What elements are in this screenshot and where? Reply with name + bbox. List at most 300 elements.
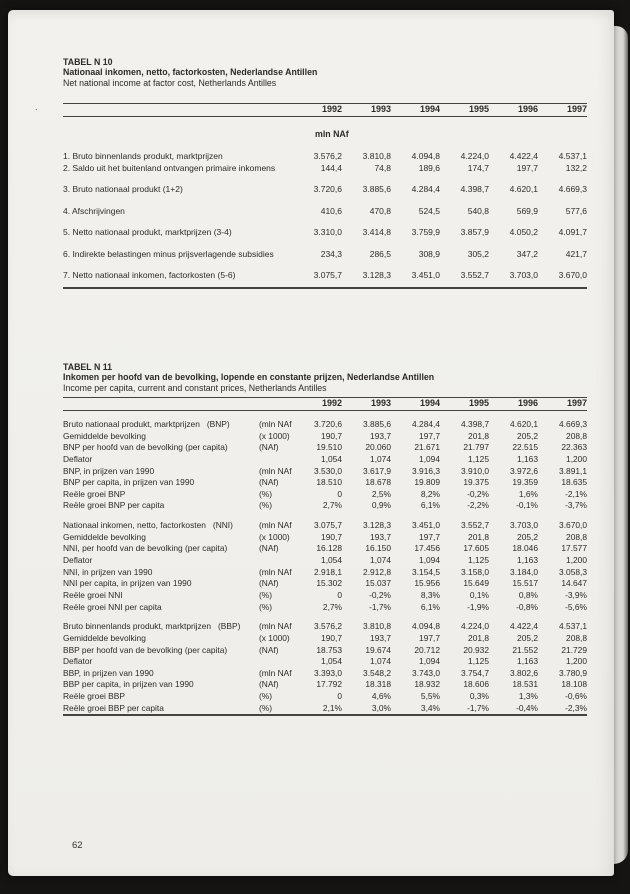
value-cell: 6,1% xyxy=(420,500,440,511)
value-cell: 18.318 xyxy=(365,679,391,690)
value-cell: 1,163 xyxy=(517,656,538,667)
page-number: 62 xyxy=(72,840,83,851)
row-unit: (mln NAf xyxy=(259,520,292,531)
value-cell: -2,2% xyxy=(467,500,489,511)
value-cell: -0,2% xyxy=(467,488,489,499)
row-unit: (mln NAf xyxy=(259,419,292,429)
value-cell: -0,4% xyxy=(516,702,538,713)
value-cell: 3.910,0 xyxy=(461,465,489,476)
year-header: 1995 xyxy=(468,397,489,408)
value-cell: 3.158,0 xyxy=(461,566,489,577)
value-cell: 3.184,0 xyxy=(510,566,538,577)
row-unit: (mln NAf xyxy=(259,667,292,678)
value-cell: 3.548,2 xyxy=(363,667,391,678)
row-unit: (mln NAf xyxy=(259,566,292,577)
row-unit: (x 1000) xyxy=(259,531,290,542)
value-cell: 4.398,7 xyxy=(460,184,489,194)
document-page xyxy=(8,10,614,876)
value-cell: 4.620,1 xyxy=(509,184,538,194)
value-cell: 3.451,0 xyxy=(411,270,440,280)
value-cell: 17.577 xyxy=(561,543,587,554)
table-row xyxy=(63,543,587,555)
table-row xyxy=(63,668,587,680)
value-cell: 3.857,9 xyxy=(460,227,489,237)
value-cell: 208,8 xyxy=(566,632,587,643)
value-cell: 16.150 xyxy=(365,543,391,554)
year-header: 1994 xyxy=(419,103,440,114)
value-cell: -0,1% xyxy=(516,500,538,511)
table-row xyxy=(63,466,587,478)
year-header-row xyxy=(63,397,587,410)
table-n11-title-dutch: Inkomen per hoofd van de bevolking, lopende en constante prijzen, Nederlandse Antillen xyxy=(63,372,435,382)
table-row xyxy=(63,590,587,602)
value-cell: 74,8 xyxy=(374,162,391,173)
value-cell: 21.729 xyxy=(561,644,587,655)
value-cell: 1,054 xyxy=(321,555,342,566)
row-label: Bruto nationaal produkt, marktprijzen (BNP) xyxy=(63,419,230,429)
value-cell: 17.792 xyxy=(316,679,342,690)
value-cell: 197,7 xyxy=(419,430,440,441)
value-cell: 1,074 xyxy=(370,656,391,667)
value-cell: 234,3 xyxy=(320,248,342,259)
year-header: 1995 xyxy=(468,103,489,114)
table-row xyxy=(63,477,587,489)
value-cell: 19.375 xyxy=(463,477,489,488)
row-unit: (%) xyxy=(259,702,273,713)
value-cell: 14.647 xyxy=(561,578,587,589)
value-cell: 4.094,8 xyxy=(411,150,440,161)
value-cell: 4.422,4 xyxy=(509,150,538,161)
row-label: 2. Saldo uit het buitenland ontvangen primaire inkomens xyxy=(63,162,276,173)
value-cell: 0 xyxy=(337,488,342,499)
value-cell: 1,125 xyxy=(468,453,489,464)
value-cell: 18.046 xyxy=(512,543,538,554)
value-cell: 4.620,1 xyxy=(510,419,538,429)
row-label: Reële groei BNP per capita xyxy=(63,500,165,511)
value-cell: 4,6% xyxy=(371,691,391,702)
value-cell: 1,200 xyxy=(566,656,587,667)
row-label: Bruto binnenlands produkt, marktprijzen (BBP) xyxy=(63,621,241,632)
row-label: Reële groei NNI per capita xyxy=(63,601,162,612)
value-cell: -1,7% xyxy=(467,702,489,713)
value-cell: 3.310,0 xyxy=(313,227,342,237)
year-header: 1997 xyxy=(566,103,587,114)
value-cell: 1,3% xyxy=(518,691,538,702)
row-label: 6. Indirekte belastingen minus prijsverlagende subsidies xyxy=(63,248,274,259)
value-cell: 193,7 xyxy=(370,430,391,441)
row-unit: (x 1000) xyxy=(259,632,290,643)
value-cell: 3.617,9 xyxy=(363,465,391,476)
table-row xyxy=(63,150,587,162)
row-unit xyxy=(259,454,297,466)
value-cell: 21.552 xyxy=(512,644,538,655)
row-label: Reële groei BNP xyxy=(63,488,126,499)
table-n11-body xyxy=(63,419,587,722)
value-cell: 15.517 xyxy=(512,578,538,589)
value-cell: 4.224,0 xyxy=(460,150,489,161)
value-cell: 3.802,6 xyxy=(510,667,538,678)
value-cell: 540,8 xyxy=(467,205,489,216)
row-label: 3. Bruto nationaal produkt (1+2) xyxy=(63,184,183,194)
year-header: 1997 xyxy=(566,397,587,408)
value-cell: 17.456 xyxy=(414,543,440,554)
value-cell: 305,2 xyxy=(467,248,489,259)
value-cell: 3.393,0 xyxy=(314,667,342,678)
table-row xyxy=(63,520,587,532)
table-row xyxy=(63,645,587,657)
value-cell: 3.576,2 xyxy=(314,621,342,632)
value-cell: 201,8 xyxy=(468,632,489,643)
table-row xyxy=(63,500,587,512)
value-cell: -1,9% xyxy=(467,601,489,612)
table-n10 xyxy=(63,57,587,297)
value-cell: 286,5 xyxy=(369,248,391,259)
year-header: 1993 xyxy=(370,397,391,408)
value-cell: -5,6% xyxy=(565,601,587,612)
table-row xyxy=(63,679,587,691)
value-cell: 189,6 xyxy=(418,162,440,173)
value-cell: 2,7% xyxy=(322,601,342,612)
year-header: 1993 xyxy=(370,103,391,114)
row-label: NNI per capita, in prijzen van 1990 xyxy=(63,578,192,589)
table-n11-title-english: Income per capita, current and constant prices, Netherlands Antilles xyxy=(63,382,327,393)
row-label: Deflator xyxy=(63,453,93,464)
value-cell: 4.398,7 xyxy=(461,419,489,429)
value-cell: 421,7 xyxy=(565,248,587,259)
row-label: NNI, per hoofd van de bevolking (per capita) xyxy=(63,543,228,554)
value-cell: 197,7 xyxy=(516,162,538,173)
value-cell: 3.743,0 xyxy=(412,667,440,678)
table-row xyxy=(63,269,587,281)
row-unit: (mln NAf xyxy=(259,621,292,632)
value-cell: 205,2 xyxy=(517,531,538,542)
value-cell: 2,7% xyxy=(322,500,342,511)
value-cell: 17.605 xyxy=(463,543,489,554)
value-cell: 20.060 xyxy=(365,442,391,453)
value-cell: 20.932 xyxy=(463,644,489,655)
table-row xyxy=(63,226,587,238)
stray-mark: . xyxy=(35,102,38,112)
value-cell: 197,7 xyxy=(419,632,440,643)
table-n10-body xyxy=(63,150,587,282)
value-cell: 1,125 xyxy=(468,555,489,566)
value-cell: 18.753 xyxy=(316,644,342,655)
value-cell: 3.075,7 xyxy=(313,270,342,280)
row-unit: (NAf) xyxy=(259,477,279,488)
value-cell: -2,1% xyxy=(565,488,587,499)
table-n11 xyxy=(63,362,587,727)
value-cell: 3.885,6 xyxy=(362,184,391,194)
horizontal-rule xyxy=(63,714,587,716)
table-row xyxy=(63,248,587,260)
row-label: BBP per capita, in prijzen van 1990 xyxy=(63,679,194,690)
value-cell: 4.537,1 xyxy=(559,621,587,632)
table-row xyxy=(63,183,587,195)
value-cell: 4.669,3 xyxy=(558,184,587,194)
value-cell: 15.037 xyxy=(365,578,391,589)
value-cell: 524,5 xyxy=(418,205,440,216)
value-cell: 4.284,4 xyxy=(411,184,440,194)
year-header-spacer xyxy=(63,103,293,116)
table-row xyxy=(63,454,587,466)
value-cell: 8,2% xyxy=(420,488,440,499)
value-cell: 18.108 xyxy=(561,679,587,690)
value-cell: 3.972,6 xyxy=(510,465,538,476)
value-cell: -3,9% xyxy=(565,589,587,600)
row-label: 4. Afschrijvingen xyxy=(63,205,125,216)
table-n10-title-dutch: Nationaal inkomen, netto, factorkosten, Nederlandse Antillen xyxy=(63,67,318,77)
row-unit xyxy=(259,656,297,668)
value-cell: 3,0% xyxy=(371,702,391,713)
row-label: BBP per hoofd van de bevolking (per capita) xyxy=(63,644,228,655)
value-cell: -2,3% xyxy=(565,702,587,713)
value-cell: 201,8 xyxy=(468,531,489,542)
value-cell: 2,5% xyxy=(371,488,391,499)
value-cell: 18.606 xyxy=(463,679,489,690)
table-row xyxy=(63,162,587,174)
value-cell: 15.302 xyxy=(316,578,342,589)
row-unit xyxy=(259,555,297,567)
row-label: BNP per hoofd van de bevolking (per capita) xyxy=(63,442,228,453)
value-cell: 18.678 xyxy=(365,477,391,488)
value-cell: 3.754,7 xyxy=(461,667,489,678)
value-cell: 470,8 xyxy=(369,205,391,216)
horizontal-rule xyxy=(63,287,587,289)
value-cell: 144,4 xyxy=(320,162,342,173)
value-cell: 3.552,7 xyxy=(460,270,489,280)
value-cell: 4.537,1 xyxy=(558,150,587,161)
value-cell: 205,2 xyxy=(517,632,538,643)
table-block xyxy=(63,621,587,714)
value-cell: 4.094,8 xyxy=(412,621,440,632)
value-cell: 3.154,5 xyxy=(412,566,440,577)
value-cell: -3,7% xyxy=(565,500,587,511)
value-cell: 3.058,3 xyxy=(559,566,587,577)
value-cell: 3.885,6 xyxy=(363,419,391,429)
value-cell: 3.703,0 xyxy=(509,270,538,280)
horizontal-rule xyxy=(63,116,587,118)
value-cell: 4.284,4 xyxy=(412,419,440,429)
value-cell: 22.515 xyxy=(512,442,538,453)
row-label: Deflator xyxy=(63,656,93,667)
value-cell: 2,1% xyxy=(322,702,342,713)
value-cell: 18.531 xyxy=(512,679,538,690)
unit-header: mln NAf xyxy=(315,129,349,139)
value-cell: 0,9% xyxy=(371,500,391,511)
value-cell: 15.956 xyxy=(414,578,440,589)
table-row xyxy=(63,633,587,645)
value-cell: 308,9 xyxy=(418,248,440,259)
value-cell: 201,8 xyxy=(468,430,489,441)
value-cell: 22.363 xyxy=(561,442,587,453)
value-cell: 1,054 xyxy=(321,656,342,667)
value-cell: 190,7 xyxy=(321,430,342,441)
value-cell: 3.810,8 xyxy=(363,621,391,632)
value-cell: 3.703,0 xyxy=(510,520,538,531)
value-cell: -0,8% xyxy=(516,601,538,612)
value-cell: 410,6 xyxy=(320,205,342,216)
table-row xyxy=(63,489,587,501)
value-cell: 4.669,3 xyxy=(559,419,587,429)
row-label: BNP per capita, in prijzen van 1990 xyxy=(63,477,195,488)
row-unit: (x 1000) xyxy=(259,430,290,441)
value-cell: 0 xyxy=(337,589,342,600)
value-cell: 1,094 xyxy=(419,453,440,464)
value-cell: 1,163 xyxy=(517,453,538,464)
table-row xyxy=(63,578,587,590)
table-n10-title-english: Net national income at factor cost, Netherlands Antilles xyxy=(63,77,277,88)
value-cell: 569,9 xyxy=(516,205,538,216)
value-cell: 3.576,2 xyxy=(313,150,342,161)
row-label: Gemiddelde bevolking xyxy=(63,531,146,542)
value-cell: 3.759,9 xyxy=(411,227,440,237)
value-cell: 2.912,8 xyxy=(363,566,391,577)
year-header: 1992 xyxy=(321,103,342,114)
row-label: BNP, in prijzen van 1990 xyxy=(63,465,155,476)
row-label: 5. Netto nationaal produkt, marktprijzen (3-4) xyxy=(63,227,232,237)
value-cell: 1,200 xyxy=(566,453,587,464)
value-cell: 4.091,7 xyxy=(558,227,587,237)
value-cell: 1,163 xyxy=(517,555,538,566)
value-cell: 205,2 xyxy=(517,430,538,441)
value-cell: 3.670,0 xyxy=(558,270,587,280)
value-cell: 0,8% xyxy=(518,589,538,600)
value-cell: 18.510 xyxy=(316,477,342,488)
row-label: Gemiddelde bevolking xyxy=(63,430,146,441)
row-unit: (NAf) xyxy=(259,679,279,690)
row-unit: (mln NAf xyxy=(259,465,292,476)
value-cell: -0,2% xyxy=(369,589,391,600)
value-cell: 4.224,0 xyxy=(461,621,489,632)
value-cell: 2.918,1 xyxy=(314,566,342,577)
value-cell: -0,6% xyxy=(565,691,587,702)
value-cell: 8,3% xyxy=(420,589,440,600)
row-unit: (%) xyxy=(259,589,273,600)
row-unit: (%) xyxy=(259,500,273,511)
row-label: BBP, in prijzen van 1990 xyxy=(63,667,154,678)
row-label: Reële groei NNI xyxy=(63,589,123,600)
row-label: Reële groei BBP per capita xyxy=(63,702,164,713)
value-cell: 0 xyxy=(337,691,342,702)
row-label: Deflator xyxy=(63,555,93,566)
value-cell: 3.075,7 xyxy=(314,520,342,531)
value-cell: 174,7 xyxy=(467,162,489,173)
value-cell: 3.451,0 xyxy=(412,520,440,531)
row-unit: (NAf) xyxy=(259,442,279,453)
year-header-spacer xyxy=(63,397,293,410)
row-unit: (NAf) xyxy=(259,578,279,589)
row-unit: (NAf) xyxy=(259,644,279,655)
value-cell: 3.530,0 xyxy=(314,465,342,476)
row-label: Gemiddelde bevolking xyxy=(63,632,146,643)
value-cell: 1,074 xyxy=(370,453,391,464)
value-cell: 193,7 xyxy=(370,531,391,542)
value-cell: 3.891,1 xyxy=(559,465,587,476)
row-label: 1. Bruto binnenlands produkt, marktprijzen xyxy=(63,150,223,161)
value-cell: 3.128,3 xyxy=(363,520,391,531)
value-cell: 3.552,7 xyxy=(461,520,489,531)
table-row xyxy=(63,532,587,544)
table-n11-label: TABEL N 11 xyxy=(63,362,113,372)
value-cell: 6,1% xyxy=(420,601,440,612)
value-cell: 19.359 xyxy=(512,477,538,488)
table-row xyxy=(63,555,587,567)
value-cell: 3.916,3 xyxy=(412,465,440,476)
value-cell: 21.671 xyxy=(414,442,440,453)
value-cell: 21.797 xyxy=(463,442,489,453)
value-cell: -1,7% xyxy=(369,601,391,612)
value-cell: 132,2 xyxy=(565,162,587,173)
value-cell: 3.414,8 xyxy=(362,227,391,237)
value-cell: 1,094 xyxy=(419,656,440,667)
value-cell: 19.674 xyxy=(365,644,391,655)
row-unit: (%) xyxy=(259,601,273,612)
value-cell: 3.720,6 xyxy=(313,184,342,194)
table-n10-label: TABEL N 10 xyxy=(63,57,113,67)
value-cell: 15.649 xyxy=(463,578,489,589)
table-row xyxy=(63,431,587,443)
value-cell: 208,8 xyxy=(566,430,587,441)
row-label: 7. Netto nationaal inkomen, factorkosten (5-6) xyxy=(63,270,236,280)
value-cell: 19.510 xyxy=(316,442,342,453)
value-cell: 16.128 xyxy=(316,543,342,554)
value-cell: 197,7 xyxy=(419,531,440,542)
row-label: Reële groei BBP xyxy=(63,691,125,702)
value-cell: 1,125 xyxy=(468,656,489,667)
value-cell: 18.932 xyxy=(414,679,440,690)
table-row xyxy=(63,442,587,454)
table-row xyxy=(63,621,587,633)
value-cell: 1,074 xyxy=(370,555,391,566)
value-cell: 1,6% xyxy=(518,488,538,499)
table-row xyxy=(63,602,587,614)
value-cell: 347,2 xyxy=(516,248,538,259)
table-block xyxy=(63,520,587,613)
value-cell: 4.050,2 xyxy=(509,227,538,237)
table-row xyxy=(63,419,587,431)
table-row xyxy=(63,656,587,668)
row-unit: (%) xyxy=(259,488,273,499)
value-cell: 0,3% xyxy=(469,691,489,702)
row-label: Nationaal inkomen, netto, factorkosten (NNI) xyxy=(63,520,233,531)
value-cell: 3.670,0 xyxy=(559,520,587,531)
value-cell: 0,1% xyxy=(469,589,489,600)
value-cell: 18.635 xyxy=(561,477,587,488)
value-cell: 3.128,3 xyxy=(362,270,391,280)
table-row xyxy=(63,691,587,703)
table-block xyxy=(63,419,587,512)
horizontal-rule xyxy=(63,410,587,412)
value-cell: 4.422,4 xyxy=(510,621,538,632)
value-cell: 1,054 xyxy=(321,453,342,464)
value-cell: 1,094 xyxy=(419,555,440,566)
value-cell: 3.720,6 xyxy=(314,419,342,429)
value-cell: 20.712 xyxy=(414,644,440,655)
value-cell: 3,4% xyxy=(420,702,440,713)
value-cell: 208,8 xyxy=(566,531,587,542)
value-cell: 190,7 xyxy=(321,531,342,542)
table-row xyxy=(63,205,587,217)
value-cell: 19.809 xyxy=(414,477,440,488)
row-unit: (NAf) xyxy=(259,543,279,554)
year-header: 1994 xyxy=(419,397,440,408)
value-cell: 1,200 xyxy=(566,555,587,566)
value-cell: 3.810,8 xyxy=(362,150,391,161)
row-unit: (%) xyxy=(259,691,273,702)
table-row xyxy=(63,567,587,579)
year-header: 1996 xyxy=(517,397,538,408)
value-cell: 3.780,9 xyxy=(559,667,587,678)
